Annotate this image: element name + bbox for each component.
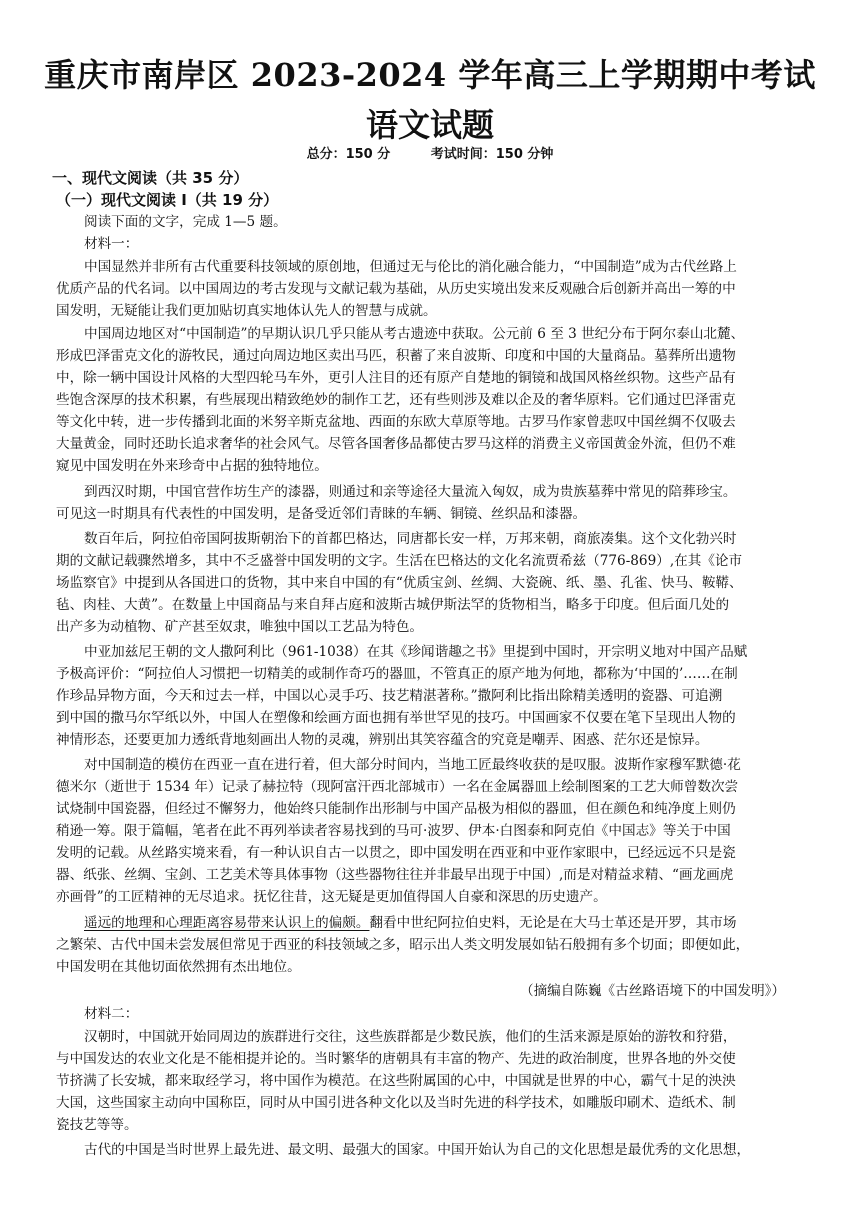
paragraph-line: 中，除一辆中国设计风格的大型四轮马车外，更引人注目的还有原产自楚地的铜镜和战国风格丝织物。这些产品有 xyxy=(56,370,736,386)
section-heading: 一、现代文阅读（共 35 分） xyxy=(52,169,249,187)
paragraph-line: 作珍品异物方面，今天和过去一样，中国以心灵手巧、技艺精湛著称。”撒阿利比指出除精美透明的瓷器、可追溯 xyxy=(56,688,723,704)
paragraph-line: 中亚加兹尼王朝的文人撒阿利比（961-1038）在其《珍闻谐趣之书》里提到中国时，开宗明义地对中国产品赋 xyxy=(84,644,748,660)
paragraph-line: 数百年后，阿拉伯帝国阿拔斯朝治下的首都巴格达，同唐都长安一样，万邦来朝，商旅凑集。这个文化勃兴时 xyxy=(84,531,737,547)
exam-title: 重庆市南岸区 2023-2024 学年高三上学期期中考试 xyxy=(44,56,816,94)
paragraph-line: 大量黄金，同时还助长追求奢华的社会风气。尽管各国奢侈品都使古罗马这样的消费主义帝国黄金外流，但仍不难 xyxy=(56,436,736,452)
paragraph-line: 试烧制中国瓷器，但经过不懈努力，他始终只能制作出形制与中国产品极为相似的器皿，但在颜色和纯净度上则仍 xyxy=(56,801,736,817)
paragraph-line: 瓷技艺等等。 xyxy=(56,1117,138,1133)
paragraph-line: 大国，这些国家主动向中国称臣，同时从中国引进各种文化以及当时先进的科学技术，如雕版印刷术、造纸术、制 xyxy=(56,1095,736,1111)
paragraph-line: 国发明，无疑能让我们更加贴切真实地体认先人的智慧与成就。 xyxy=(56,303,437,319)
exam-time: 考试时间：150 分钟 xyxy=(430,147,554,162)
instruction: 阅读下面的文字，完成 1—5 题。 xyxy=(84,214,287,230)
paragraph-line: 稍逊一筹。限于篇幅，笔者在此不再列举读者容易找到的马可·波罗、伊本·白图泰和阿克伯《中国志》等关于中国 xyxy=(56,823,731,839)
paragraph-line: 毡、肉桂、大黄”。在数量上中国商品与来自拜占庭和波斯古城伊斯法罕的货物相当，略多于印度。但后面几处的 xyxy=(56,597,730,613)
paragraph-line: 形成巴泽雷克文化的游牧民，通过向周边地区卖出马匹，积蓄了来自波斯、印度和中国的大量商品。墓葬所出遗物 xyxy=(56,348,736,364)
paragraph-line: 遥远的地理和心理距离容易带来认识上的偏颇。翻看中世纪阿拉伯史料，无论是在大马士革还是开罗，其市场 xyxy=(84,915,737,931)
paragraph-line: 德米尔（逝世于 1534 年）记录了赫拉特（现阿富汗西北部城市）一名在金属器皿上绘制图案的工艺大师曾数次尝 xyxy=(56,779,739,795)
exam-subject-title: 语文试题 xyxy=(365,106,494,144)
paragraph-line: 神情形态，还要更加力透纸背地刻画出人物的灵魂，辨别出其笑容蕴含的究竟是嘲弄、困惑、茫尔还是惊异。 xyxy=(56,732,709,748)
paragraph-line: 与中国发达的农业文化是不能相提并论的。当时繁华的唐朝具有丰富的物产、先进的政治制度，世界各地的外交使 xyxy=(56,1051,736,1067)
paragraph-line: 场监察官》中提到从各国进口的货物，其中来自中国的有“优质宝剑、丝绸、大瓷碗、纸、墨、孔雀、快马、鞍鞯、 xyxy=(56,575,743,591)
paragraph-line: 等文化中转，进一步传播到北面的米努辛斯克盆地、西面的东欧大草原等地。古罗马作家曾悲叹中国丝绸不仅吸去 xyxy=(56,414,736,430)
paragraph-line: 节挤满了长安城，都来取经学习，将中国作为模范。在这些附属国的心中，中国就是世界的中心，霸气十足的泱泱 xyxy=(56,1073,736,1089)
paragraph-line: 中国发明在其他切面依然拥有杰出地位。 xyxy=(56,959,301,975)
paragraph-line: 出产多为动植物、矿产甚至奴隶，唯独中国以工艺品为特色。 xyxy=(56,619,424,635)
paragraph-line: 到中国的撒马尔罕纸以外，中国人在塑像和绘画方面也拥有举世罕见的技巧。中国画家不仅要在笔下呈现出人物的 xyxy=(56,710,736,726)
paragraph-line: 对中国制造的模仿在西亚一直在进行着，但大部分时间内，当地工匠最终收获的是叹服。波斯作家穆军默德·花 xyxy=(84,757,741,773)
paragraph-line: 到西汉时期，中国官营作坊生产的漆器，则通过和亲等途径大量流入匈奴，成为贵族墓葬中常见的陪葬珍宝。 xyxy=(84,484,737,500)
paragraph-line: 予极高评价：“阿拉伯人习惯把一切精美的或制作奇巧的器皿，不管真正的原产地为何地，都称为‘中国的’……在制 xyxy=(56,666,738,682)
material1-label: 材料一： xyxy=(84,236,139,252)
paragraph-line: 中国显然并非所有古代重要科技领域的原创地，但通过无与伦比的消化融合能力，“中国制造”成为古代丝路上 xyxy=(84,259,737,275)
paragraph-line: 中国周边地区对“中国制造”的早期认识几乎只能从考古遗迹中获取。公元前 6 至 3 世纪分布于阿尔泰山北麓、 xyxy=(84,326,745,342)
paragraph-line: 期的文献记载骤然增多，其中不乏盛誉中国发明的文字。生活在巴格达的文化名流贾希兹（776-869）,在其《论市 xyxy=(56,553,743,569)
total-score: 总分：150 分 xyxy=(306,147,391,162)
paragraph-line: 窥见中国发明在外来珍奇中占据的独特地位。 xyxy=(56,458,328,474)
exam-meta xyxy=(0,146,860,164)
source-citation: （摘编自陈巍《古丝路语境下的中国发明》） xyxy=(520,983,786,999)
paragraph-line: 些饱含深厚的技术积累，有些展现出精致绝妙的制作工艺，还有些则涉及难以企及的奢华原料。它们通过巴泽雷克 xyxy=(56,392,736,408)
paragraph-line: 发明的记载。从丝路实境来看，有一种认识自古一以贯之，即中国发明在西亚和中亚作家眼中，已经远远不只是瓷 xyxy=(56,845,736,861)
subsection-heading: （一）现代文阅读 I（共 19 分） xyxy=(56,191,279,209)
paragraph-line: 亦画骨”的工匠精神的无尽追求。抚忆往昔，这无疑是更加值得国人自豪和深思的历史遗产。 xyxy=(56,889,607,905)
paragraph-line: 古代的中国是当时世界上最先进、最文明、最强大的国家。中国开始认为自己的文化思想是最优秀的文化思想， xyxy=(84,1142,751,1158)
paragraph-line: 可见这一时期具有代表性的中国发明，是备受近邻们青睐的车辆、铜镜、丝织品和漆器。 xyxy=(56,506,587,522)
underlined-sentence: 遥远的地理和心理距离容易带来认识上的偏颇。 xyxy=(84,915,370,931)
paragraph-line: 汉朝时，中国就开始同周边的族群进行交往，这些族群都是少数民族，他们的生活来源是原始的游牧和狩猎， xyxy=(84,1029,737,1045)
material2-label: 材料二： xyxy=(84,1006,139,1022)
paragraph-line: 优质产品的代名词。以中国周边的考古发现与文献记载为基础，从历史实境出发来反观融合后创新并高出一筹的中 xyxy=(56,281,736,297)
paragraph-line: 之繁荣、古代中国未尝发展但常见于西亚的科技领域之多，昭示出人类文明发展如钻石般拥有多个切面；即便如此， xyxy=(56,937,750,953)
paragraph-line: 器、纸张、丝绸、宝剑、工艺美术等具体事物（这些器物往往并非最早出现于中国）,而是对精益求精、“画龙画虎 xyxy=(56,867,734,883)
